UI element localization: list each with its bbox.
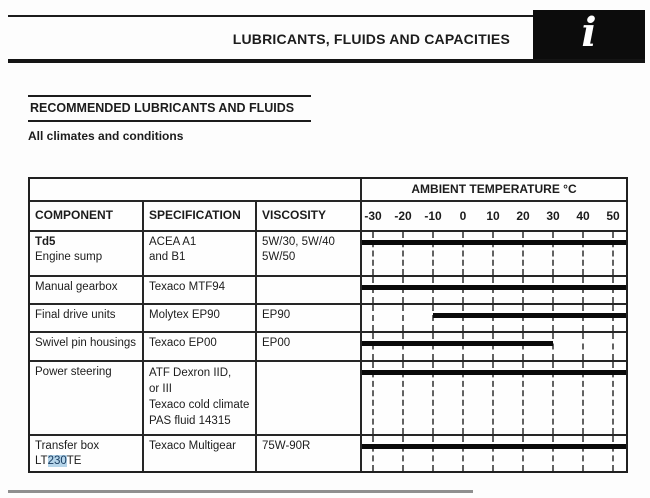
temp-gridline (552, 333, 554, 360)
component-line (35, 454, 138, 469)
temperature-range-bar (433, 313, 626, 318)
table-row-viscosity (257, 333, 362, 362)
page-title: LUBRICANTS, FLUIDS AND CAPACITIES (232, 31, 510, 47)
temp-gridline (492, 305, 494, 331)
temp-gridline (372, 333, 374, 360)
temp-gridline (372, 436, 374, 471)
temperature-range-cell (362, 362, 626, 436)
viscosity-line: 5W/30, 5W/40 (262, 236, 335, 248)
temp-tick-label: -10 (424, 209, 442, 223)
specification-line: Texaco EP00 (149, 337, 217, 349)
temp-tick-label: 50 (606, 209, 620, 223)
temp-gridline (492, 333, 494, 360)
specification-line: ACEA A1 (149, 236, 197, 248)
temp-gridline (402, 333, 404, 360)
temperature-range-bar (362, 285, 626, 290)
temp-gridline (582, 277, 584, 303)
temp-gridline (432, 277, 434, 303)
table-corner-empty-cell (30, 179, 362, 202)
table-row-component (30, 277, 144, 305)
temp-tick-label: -20 (394, 209, 412, 223)
temp-gridline (522, 436, 524, 471)
temperature-range-bar (362, 444, 626, 449)
temp-gridline (462, 333, 464, 360)
temperature-scale-header (362, 202, 626, 232)
component-text: LT (35, 455, 48, 467)
component-line: Td5 (35, 236, 56, 248)
search-highlight: 230 (47, 455, 67, 467)
temp-gridline (522, 232, 524, 275)
header-top-rule (8, 15, 533, 17)
temp-tick-label: 10 (486, 209, 500, 223)
temperature-range-bar (362, 341, 553, 346)
table-row-specification (144, 362, 257, 436)
temp-gridline (522, 305, 524, 331)
temp-gridline (372, 277, 374, 303)
table-row-component (30, 333, 144, 362)
table-row-specification (144, 277, 257, 305)
temp-gridline (402, 436, 404, 471)
column-header-specification: SPECIFICATION (144, 202, 257, 232)
component-line: Manual gearbox (35, 281, 118, 293)
specification-line: Texaco MTF94 (149, 281, 226, 293)
specification-line: ATF Dexron IID, (149, 367, 232, 379)
table-row-component (30, 362, 144, 436)
component-line: Transfer box (35, 440, 100, 452)
column-header-viscosity: VISCOSITY (257, 202, 362, 232)
table-row-component (30, 305, 144, 333)
temp-gridline (582, 305, 584, 331)
temp-gridline (492, 277, 494, 303)
temp-gridline (432, 333, 434, 360)
table-row-specification (144, 232, 257, 277)
temp-gridline (612, 277, 614, 303)
temp-gridline (612, 333, 614, 360)
temp-gridline (582, 232, 584, 275)
specification-line: Texaco Multigear (149, 440, 236, 452)
viscosity-line: EP00 (262, 337, 291, 349)
table-row-viscosity (257, 436, 362, 471)
page-bottom-rule (8, 490, 473, 493)
temp-tick-label: 20 (516, 209, 530, 223)
temp-gridline (432, 305, 434, 331)
table-row-specification (144, 436, 257, 471)
table-row-component (30, 436, 144, 471)
temp-gridline (612, 305, 614, 331)
ambient-temperature-header: AMBIENT TEMPERATURE °C (362, 179, 626, 202)
temp-gridline (492, 232, 494, 275)
temp-gridline (612, 436, 614, 471)
info-icon (533, 10, 645, 60)
temp-gridline (552, 277, 554, 303)
temp-gridline (432, 232, 434, 275)
table-row-specification (144, 305, 257, 333)
specification-line: PAS fluid 14315 (149, 415, 231, 427)
table-row-component (30, 232, 144, 277)
temp-gridline (462, 305, 464, 331)
temp-tick-label: 0 (459, 209, 467, 223)
temp-gridline (522, 333, 524, 360)
temp-gridline (402, 305, 404, 331)
temp-gridline (372, 305, 374, 331)
header-bottom-rule (8, 59, 645, 63)
temperature-range-cell (362, 436, 626, 471)
viscosity-line: 5W/50 (262, 251, 296, 263)
specification-line: and B1 (149, 251, 186, 263)
temp-gridline (432, 436, 434, 471)
table-row-viscosity (257, 277, 362, 305)
temp-gridline (402, 277, 404, 303)
temp-gridline (552, 232, 554, 275)
table-row-viscosity (257, 305, 362, 333)
column-header-component: COMPONENT (30, 202, 144, 232)
info-i-glyph: i (581, 9, 597, 56)
section-heading: RECOMMENDED LUBRICANTS AND FLUIDS (28, 95, 311, 122)
component-line: Final drive units (35, 309, 116, 321)
temp-gridline (582, 333, 584, 360)
temperature-range-cell (362, 232, 626, 277)
temperature-range-bar (362, 370, 626, 375)
component-line: Swivel pin housings (35, 337, 137, 349)
temp-tick-label: 30 (546, 209, 560, 223)
table-row-specification (144, 333, 257, 362)
specification-line: or III (149, 383, 173, 395)
specification-line: Texaco cold climate (149, 399, 250, 411)
temp-gridline (522, 277, 524, 303)
temp-gridline (492, 436, 494, 471)
viscosity-line: EP90 (262, 309, 291, 321)
temperature-range-cell (362, 277, 626, 305)
temp-gridline (612, 232, 614, 275)
temp-gridline (402, 232, 404, 275)
temp-gridline (552, 305, 554, 331)
temp-gridline (582, 436, 584, 471)
temp-gridline (462, 436, 464, 471)
temp-gridline (462, 232, 464, 275)
temp-tick-label: 40 (576, 209, 590, 223)
specification-line: Molytex EP90 (149, 309, 220, 321)
table-row-viscosity (257, 362, 362, 436)
viscosity-line: 75W-90R (262, 440, 311, 452)
temp-gridline (372, 232, 374, 275)
temperature-range-cell (362, 333, 626, 362)
lubricants-table (28, 177, 628, 473)
temperature-range-bar (362, 240, 626, 245)
temperature-range-cell (362, 305, 626, 333)
component-line: Engine sump (35, 251, 103, 263)
temp-tick-label: -30 (364, 209, 382, 223)
component-line: Power steering (35, 366, 112, 378)
temp-gridline (462, 277, 464, 303)
section-subheading: All climates and conditions (28, 129, 184, 143)
temp-gridline (552, 436, 554, 471)
component-text: TE (66, 455, 82, 467)
table-row-viscosity (257, 232, 362, 277)
